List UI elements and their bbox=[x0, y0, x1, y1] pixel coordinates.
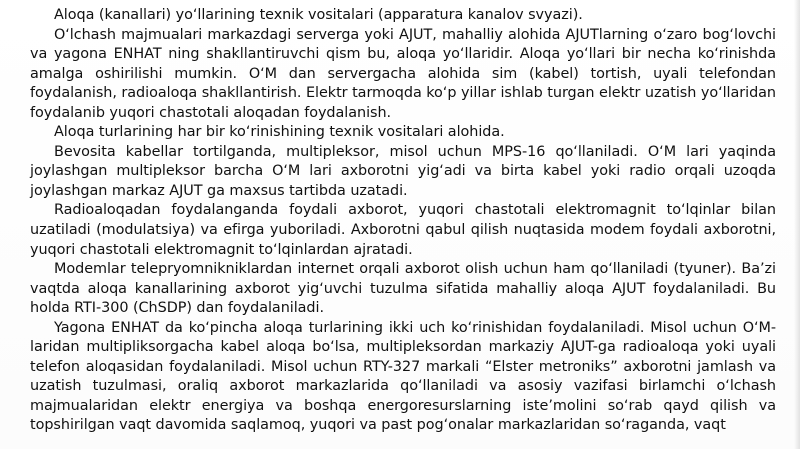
paragraph: Aloqa turlarining har bir ko‘rinishining texnik vositalari alohida. bbox=[54, 124, 505, 141]
paragraph: O‘lchash majmualari markazdagi serverga yoki AJUT, mahalliy alohida AJUTlarning o‘zaro bog‘lovchi va yagona ENHAT ning shakllantiruvchi qism bu, aloqa yo‘llaridir. Aloqa yo‘llari bir necha ko‘rinishda amalga oshirilishi mumkin. O‘M dan servergacha alohida sim (kabel) tortish, uyali telefondan foydalanish, radioaloqa shakllantirish. Elektr tarmoqda ko‘p yillar ishlab turgan elektr uzatish yo‘llaridan foydalanib yuqori chastotali aloqadan foydalanish. bbox=[30, 26, 776, 121]
paragraph-heading: Aloqa (kanallari) yo‘llarining texnik vositalari (apparatura kanalov svyazi). bbox=[54, 7, 583, 23]
paragraph: Yagona ENHAT da ko‘pincha aloqa turlarining ikki uch ko‘rinishidan foydalaniladi. Misol uchun O‘M-laridan multipliksorgacha kabel aloqa bo‘lsa, multipleksordan markaziy AJUT-ga radioaloqa yoki uyali telefon aloqasidan foydalaniladi. Misol uchun RTY-327 markali “Elster metroniks” axborotni jamlash va uzatish tuzulmasi, oraliq axborot markazlarida qo‘llaniladi va asosiy vazifasi birlamchi o‘lchash majmualaridan elektr energiya va boshqa energoresurslarning iste’molini so‘rab qayd qilish va topshirilgan vaqt davomida saqlamoq, yuqori va past pog‘onalar markazlaridan so‘raganda, vaqt bbox=[30, 319, 776, 434]
paragraph: Modemlar telepryomnikniklardan internet orqali axborot olish uchun ham qo‘llaniladi (tyuner). Ba’zi vaqtda aloqa kanallarining axborot yig‘uvchi tuzulma sifatida mahalliy aloqa AJUT foydalaniladi. Bu holda RTI-300 (ChSDP) dan foydalaniladi. bbox=[30, 261, 776, 317]
text-body bbox=[30, 6, 776, 436]
paragraph: Bevosita kabellar tortilganda, multipleksor, misol uchun MPS-16 qo‘llaniladi. O‘M lari yaqinda joylashgan multipleksor barcha O‘M lari axborotni yig‘adi va birta kabel yoki radio orqali uzoqda joylashgan markaz AJUT ga maxsus tartibda uzatadi. bbox=[30, 143, 776, 199]
paragraph: Radioaloqadan foydalanganda foydali axborot, yuqori chastotali elektromagnit to‘lqinlar bilan uzatiladi (modulatsiya) va efirga yuboriladi. Axborotni qabul qilish nuqtasida modem foydali axborotni, yuqori chastotali elektromagnit to‘lqinlardan ajratadi. bbox=[30, 202, 776, 258]
slide-edge-shadow bbox=[794, 0, 800, 449]
